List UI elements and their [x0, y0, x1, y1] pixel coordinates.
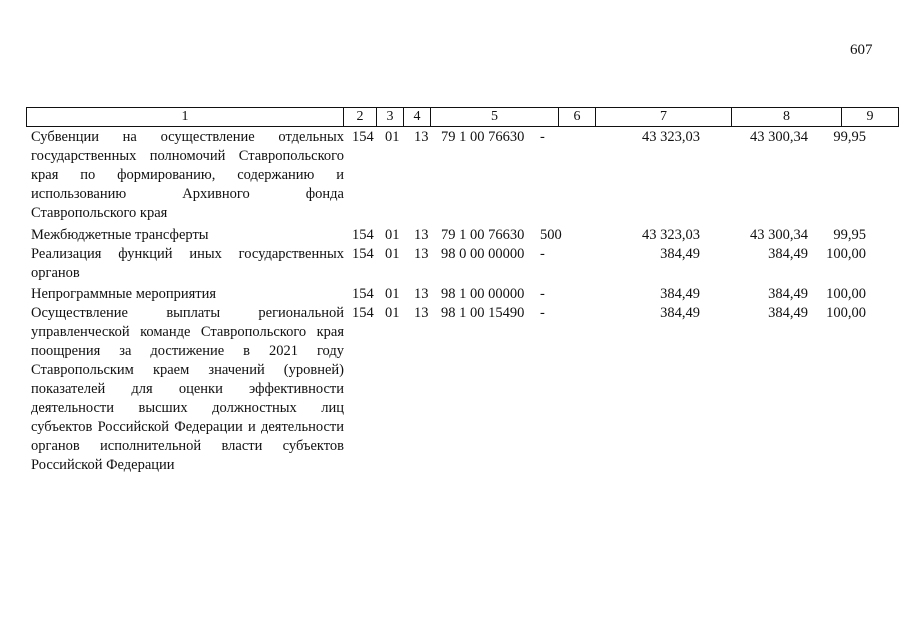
cell-planned: 384,49	[660, 286, 700, 302]
cell-code-admin: 154	[352, 305, 374, 321]
cell-target-article: 98 1 00 00000	[441, 286, 525, 302]
header-col-9: 9	[842, 108, 899, 127]
cell-section: 01	[385, 246, 400, 262]
cell-code-admin: 154	[352, 286, 374, 302]
cell-expense-type: 500	[540, 227, 562, 243]
cell-percent: 100,00	[826, 305, 866, 321]
header-col-2: 2	[344, 108, 377, 127]
header-col-7: 7	[596, 108, 732, 127]
cell-code-admin: 154	[352, 129, 374, 145]
cell-target-article: 98 0 00 00000	[441, 246, 525, 262]
cell-executed: 384,49	[768, 305, 808, 321]
cell-percent: 100,00	[826, 286, 866, 302]
cell-expense-type: -	[540, 286, 545, 302]
cell-executed: 43 300,34	[750, 227, 808, 243]
cell-section: 01	[385, 129, 400, 145]
cell-planned: 384,49	[660, 305, 700, 321]
cell-section: 01	[385, 227, 400, 243]
row-name: Осуществление выплаты региональной управленческой команде Ставропольского края поощрения за достижение в 2021 году Ставропольским краем значений (уровней) показателей для оценки эффективности деятельности высших должностных лиц субъектов Российской Федерации и деятельности органов исполнительной власти субъектов Российской Федерации	[31, 305, 344, 473]
header-col-3: 3	[377, 108, 404, 127]
cell-subsection: 13	[414, 305, 429, 321]
cell-code-admin: 154	[352, 246, 374, 262]
header-col-8: 8	[732, 108, 842, 127]
cell-code-admin: 154	[352, 227, 374, 243]
cell-subsection: 13	[414, 227, 429, 243]
cell-section: 01	[385, 286, 400, 302]
cell-percent: 100,00	[826, 246, 866, 262]
cell-subsection: 13	[414, 286, 429, 302]
cell-executed: 384,49	[768, 286, 808, 302]
column-number-header	[26, 107, 899, 127]
header-col-1: 1	[27, 108, 344, 127]
cell-percent: 99,95	[833, 227, 866, 243]
cell-percent: 99,95	[833, 129, 866, 145]
row-name: Межбюджетные трансферты	[31, 227, 209, 243]
cell-target-article: 79 1 00 76630	[441, 129, 525, 145]
cell-section: 01	[385, 305, 400, 321]
row-name: Субвенции на осуществление отдельных государственных полномочий Ставропольского края по формированию, содержанию и использованию Архивного фонда Ставропольского края	[31, 129, 344, 221]
row-name: Реализация функций иных государственных органов	[31, 246, 344, 281]
header-col-4: 4	[404, 108, 431, 127]
cell-executed: 384,49	[768, 246, 808, 262]
page-number: 607	[850, 42, 873, 58]
cell-target-article: 98 1 00 15490	[441, 305, 525, 321]
cell-target-article: 79 1 00 76630	[441, 227, 525, 243]
cell-subsection: 13	[414, 246, 429, 262]
cell-planned: 43 323,03	[642, 129, 700, 145]
cell-expense-type: -	[540, 246, 545, 262]
cell-executed: 43 300,34	[750, 129, 808, 145]
cell-expense-type: -	[540, 305, 545, 321]
header-col-5: 5	[431, 108, 559, 127]
cell-expense-type: -	[540, 129, 545, 145]
cell-planned: 384,49	[660, 246, 700, 262]
cell-planned: 43 323,03	[642, 227, 700, 243]
row-name: Непрограммные мероприятия	[31, 286, 217, 302]
header-col-6: 6	[559, 108, 596, 127]
cell-subsection: 13	[414, 129, 429, 145]
